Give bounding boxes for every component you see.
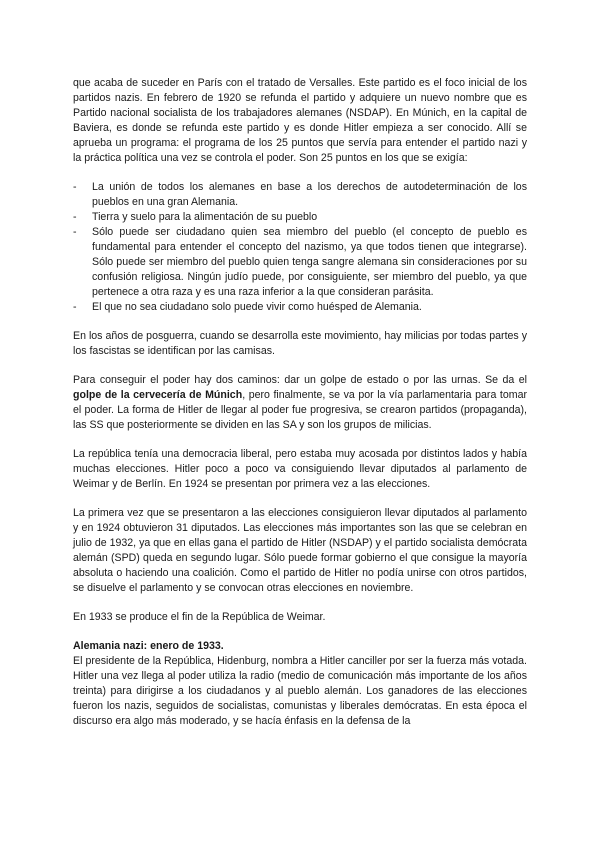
paragraph-hitler-chancellor: El presidente de la República, Hidenburg, nombra a Hitler canciller por ser la fuerza más votada. Hitler una vez llega al poder utiliza la radio (medio de comunicación más importante de los años treinta) para dirigirse a los ciudadanos y al pueblo alemán. Los ganadores de las elecciones fueron los nazis, seguidos de socialistas, comunistas y liberales demócratas. En esta época el discurso era algo más moderado, y se hacía énfasis en la defensa de la [73,655,527,727]
list-dash: - [73,226,77,238]
list-item-text: Sólo puede ser ciudadano quien sea miembro del pueblo (el concepto de pueblo es fundamental para entender el concepto del nazismo, ya que todos tienen que integrarse). Sólo puede ser miembro del pueblo quien tenga sangre alemana sin consideraciones por su confusión religiosa. Ningún judío puede, por consiguiente, ser miembro del pueblo, ya que pertenece a otra raza y es una raza inferior a la que consideran parásita. [92,226,527,298]
list-item-text: La unión de todos los alemanes en base a los derechos de autodeterminación de los pueblos en una gran Alemania. [92,181,527,208]
list-item [73,300,527,315]
paragraph-liberal-republic: La república tenía una democracia liberal, pero estaba muy acosada por distintos lados y había muchas elecciones. Hitler poco a poco va consiguiendo llevar diputados al parlamento de Weimar y de Berlín. En 1924 se presentan por primera vez a las elecciones. [73,448,527,490]
list-item [73,210,527,225]
paragraph-text: , pero finalmente, se va por la vía parlamentaria para tomar el poder. La forma de Hitler de llegar al poder fue progresiva, se crearon partidos (propaganda), las SS que posteriormente se dividen en las SA y son los grupos de milicias. [73,389,527,431]
list-item-text: Tierra y suelo para la alimentación de su pueblo [92,211,318,223]
paragraph-militias: En los años de posguerra, cuando se desarrolla este movimiento, hay milicias por todas partes y los fascistas se identifican por las camisas. [73,330,527,357]
list-item [73,225,527,300]
section-nazi-germany [73,639,527,729]
list-dash: - [73,181,77,193]
paragraph-paths-to-power [73,373,527,433]
list-item [73,180,527,210]
section-heading: Alemania nazi: enero de 1933. [73,640,224,652]
paragraph-elections: La primera vez que se presentaron a las elecciones consiguieron llevar diputados al parlamento y en 1924 obtuvieron 31 diputados. Las elecciones más importantes son las que se celebran en julio de 1932, ya que en ellas gana el partido de Hitler (NSDAP) y el partido socialista demócrata alemán (SPD) queda en segundo lugar. Sólo puede formar gobierno el que consigue la mayoría absoluta o haciendo una coalición. Como el partido de Hitler no podía unirse con otros partidos, se disuelve el parlamento y se convocan otras elecciones en noviembre. [73,507,527,594]
list-dash: - [73,301,77,313]
list-dash: - [73,211,77,223]
paragraph-end-of-weimar: En 1933 se produce el fin de la República de Weimar. [73,611,326,623]
list-item-text: El que no sea ciudadano solo puede vivir como huésped de Alemania. [92,301,422,313]
program-points-list [73,180,527,315]
bold-term-beer-hall-putsch: golpe de la cervecería de Múnich [73,389,243,401]
paragraph-nsdap-origins: que acaba de suceder en París con el tratado de Versalles. Este partido es el foco inicial de los partidos nazis. En febrero de 1920 se refunda el partido y adquiere un nuevo nombre que es Partido nacional socialista de los trabajadores alemanes (NSDAP). En Múnich, en la capital de Baviera, es donde se refunda este partido y es donde Hitler empieza a ser conocido. Allí se aprueba un programa: el programa de los 25 puntos que servía para entender el partido nazi y la práctica política una vez se controla el poder. Son 25 puntos en los que se exigía: [73,77,527,164]
paragraph-text: Para conseguir el poder hay dos caminos: dar un golpe de estado o por las urnas. Se da el [73,374,527,386]
